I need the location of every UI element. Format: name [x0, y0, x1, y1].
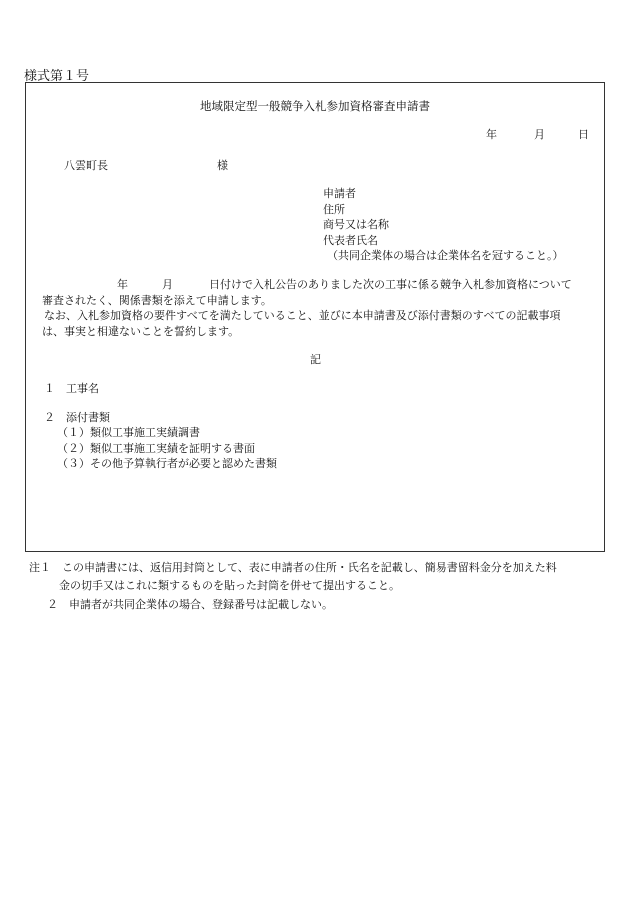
date-month: 月 — [534, 128, 545, 141]
addressee-honorific: 様 — [217, 159, 228, 172]
attachment-1: （１）類似工事施工実績調書 — [57, 426, 200, 439]
body-line-4: は、事実と相違ないことを誓約します。 — [42, 325, 240, 338]
ki-heading: 記 — [310, 353, 321, 366]
addressee-name: 八雲町長 — [64, 159, 108, 172]
body-month: 月 — [162, 278, 173, 291]
body-line-1: 日付けで入札公告のありました次の工事に係る競争入札参加資格について — [209, 278, 572, 291]
attachment-2: （２）類似工事施工実績を証明する書面 — [57, 442, 255, 455]
form-number: 様式第１号 — [24, 69, 90, 84]
applicant-representative: 代表者氏名 — [323, 234, 378, 247]
item-attachments: ２ 添付書類 — [44, 411, 110, 424]
note-2: ２ 申請者が共同企業体の場合、登録番号は記載しない。 — [47, 598, 333, 611]
applicant-label: 申請者 — [323, 187, 356, 200]
note-1-line-1: 注１ この申請書には、返信用封筒として、表に申請者の住所・氏名を記載し、簡易書留料金分を加えた料 — [29, 561, 557, 574]
attachment-3: （３）その他予算執行者が必要と認めた書類 — [57, 457, 277, 470]
body-year: 年 — [117, 278, 128, 291]
body-line-2: 審査されたく、関係書類を添えて申請します。 — [42, 294, 272, 307]
date-year: 年 — [486, 128, 497, 141]
note-1-line-2: 金の切手又はこれに類するものを貼った封筒を併せて提出すること。 — [59, 579, 400, 592]
item-construction-name: １ 工事名 — [44, 382, 99, 395]
page-title: 地域限定型一般競争入札参加資格審査申請書 — [200, 99, 430, 113]
applicant-address: 住所 — [323, 203, 345, 216]
applicant-company: 商号又は名称 — [323, 218, 389, 231]
body-line-3: なお、入札参加資格の要件すべてを満たしていること、並びに本申請書及び添付書類のすべての記載事項 — [44, 309, 561, 322]
date-day: 日 — [578, 128, 589, 141]
applicant-jv-note: （共同企業体の場合は企業体名を冠すること。） — [327, 249, 564, 262]
